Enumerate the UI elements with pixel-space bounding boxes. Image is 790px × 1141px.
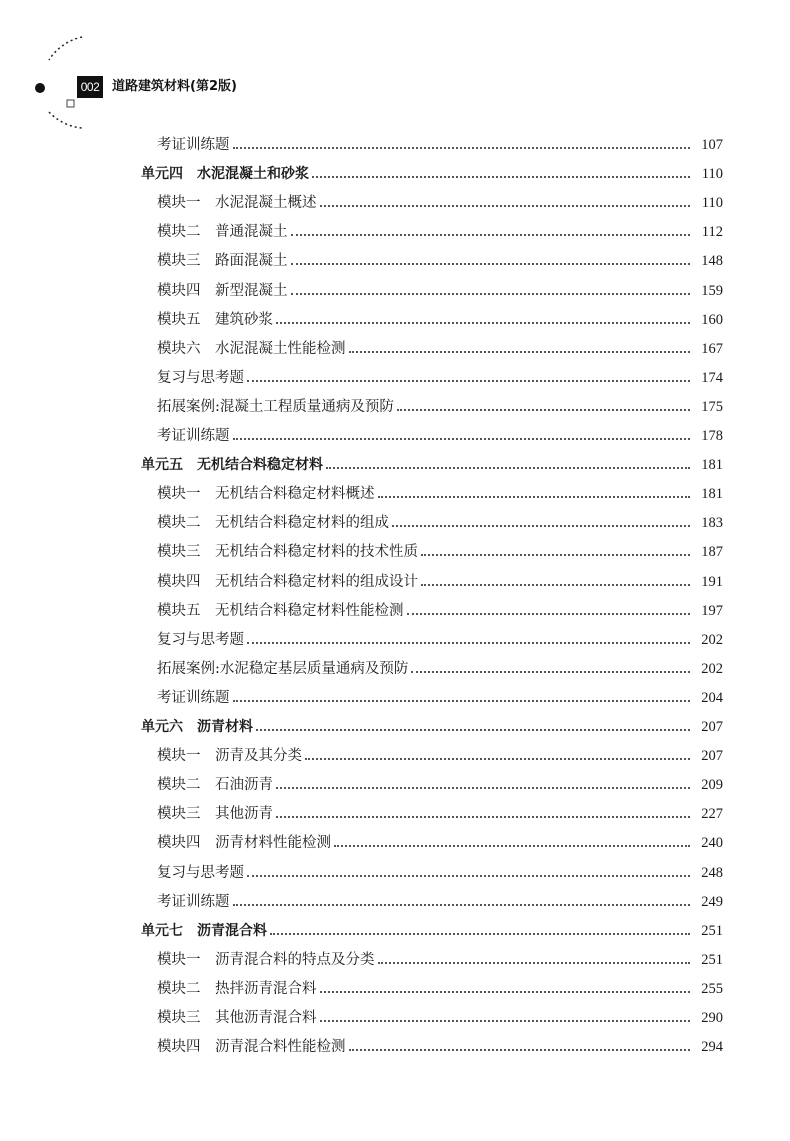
toc-page-number: 178	[701, 428, 723, 444]
dot-leader	[421, 568, 690, 597]
dot-leader	[270, 917, 690, 946]
dot-leader	[320, 1004, 691, 1033]
dot-leader	[291, 277, 691, 306]
toc-entry-row[interactable]	[157, 975, 723, 1004]
toc-unit-row[interactable]	[141, 451, 723, 480]
toc-entry-label: 单元五 无机结合料稳定材料	[141, 457, 323, 474]
dot-leader	[349, 1033, 691, 1062]
toc-entry-row[interactable]	[157, 335, 723, 364]
toc-entry-label: 模块四 沥青材料性能检测	[157, 835, 331, 852]
toc-page-number: 167	[701, 340, 723, 357]
dot-leader	[378, 480, 691, 509]
dot-leader	[407, 597, 691, 626]
toc-entry-row[interactable]	[157, 422, 723, 451]
toc-entry-row[interactable]	[157, 597, 723, 626]
dot-leader	[334, 829, 690, 858]
toc-page-number: 175	[701, 398, 723, 415]
toc-page-number: 110	[701, 195, 723, 212]
dot-leader	[247, 626, 690, 655]
dot-leader	[233, 422, 691, 451]
toc-entry-label: 单元四 水泥混凝土和砂浆	[141, 166, 309, 183]
dot-leader	[276, 800, 690, 829]
arc-upper	[49, 37, 82, 60]
toc-page-number: 227	[701, 806, 723, 823]
toc-page-number: 240	[701, 835, 723, 852]
toc-entry-label: 复习与思考题	[157, 864, 244, 881]
toc-entry-row[interactable]	[157, 277, 723, 306]
toc-entry-row[interactable]	[157, 189, 723, 218]
toc-page-number: 110	[701, 166, 723, 183]
toc-page-number: 197	[701, 602, 723, 619]
toc-entry-label: 模块四 无机结合料稳定材料的组成设计	[157, 573, 418, 590]
toc-entry-label: 拓展案例:混凝土工程质量通病及预防	[157, 398, 394, 415]
toc-entry-label: 模块二 石油沥青	[157, 777, 273, 794]
toc-entry-row[interactable]	[157, 480, 723, 509]
dot-leader	[305, 742, 690, 771]
toc-page-number: 248	[701, 864, 723, 881]
toc-entry-label: 复习与思考题	[157, 369, 244, 386]
toc-page-number: 202	[701, 631, 723, 648]
toc-entry-row[interactable]	[157, 800, 723, 829]
toc-page-number: 191	[701, 573, 723, 590]
toc-unit-row[interactable]	[141, 160, 723, 189]
toc-page-number: 202	[701, 660, 723, 677]
dot-leader	[378, 946, 691, 975]
header-ornament	[0, 0, 140, 130]
toc-entry-label: 模块二 普通混凝土	[157, 224, 288, 241]
toc-entry-label: 模块五 建筑砂浆	[157, 311, 273, 328]
dot-leader	[247, 859, 690, 888]
toc-entry-label: 模块三 无机结合料稳定材料的技术性质	[157, 544, 418, 561]
toc-page-number: 148	[701, 253, 723, 270]
toc-entry-row[interactable]	[157, 888, 723, 917]
toc-entry-label: 模块四 沥青混合料性能检测	[157, 1039, 346, 1056]
dot-leader	[291, 247, 691, 276]
toc-entry-label: 模块六 水泥混凝土性能检测	[157, 340, 346, 357]
toc-entry-label: 模块二 热拌沥青混合料	[157, 980, 317, 997]
toc-unit-row[interactable]	[141, 917, 723, 946]
dot-leader	[256, 713, 690, 742]
toc-page-number: 294	[701, 1039, 723, 1056]
toc-entry-row[interactable]	[157, 568, 723, 597]
toc-page-number: 251	[701, 951, 723, 968]
toc-page-number: 107	[701, 137, 723, 153]
toc-entry-row[interactable]	[157, 859, 723, 888]
arc-lower	[49, 112, 82, 128]
toc-entry-row[interactable]	[157, 829, 723, 858]
toc-page-number: 174	[701, 369, 723, 386]
toc-entry-row[interactable]	[157, 1033, 723, 1062]
toc-page-number: 181	[701, 486, 723, 503]
page-header	[0, 0, 790, 130]
toc-page-number: 290	[701, 1010, 723, 1026]
toc-entry-row[interactable]	[157, 655, 723, 684]
toc-entry-row[interactable]	[157, 626, 723, 655]
toc-entry-label: 模块四 新型混凝土	[157, 282, 288, 299]
small-square	[67, 100, 74, 107]
toc-entry-label: 模块三 其他沥青混合料	[157, 1010, 317, 1026]
toc-page-number: 204	[701, 689, 723, 706]
toc-entry-label: 模块一 无机结合料稳定材料概述	[157, 486, 375, 503]
dot-leader	[320, 975, 691, 1004]
book-title: 道路建筑材料(第2版)	[112, 79, 237, 94]
toc-entry-label: 单元六 沥青材料	[141, 719, 253, 735]
dot-leader	[247, 364, 690, 393]
toc-page-number: 181	[701, 457, 723, 474]
toc-page-number: 159	[701, 282, 723, 299]
toc-page-number: 160	[701, 311, 723, 328]
toc-entry-label: 模块一 沥青混合料的特点及分类	[157, 951, 375, 968]
toc-entry-row[interactable]	[157, 538, 723, 567]
toc-entry-label: 考证训练题	[157, 428, 230, 444]
dot-leader	[397, 393, 690, 422]
dot-leader	[233, 888, 691, 917]
toc-entry-row[interactable]	[157, 393, 723, 422]
toc-page-number: 209	[701, 777, 723, 794]
dot-leader	[326, 451, 690, 480]
bullet-dot	[35, 83, 45, 93]
toc-entry-label: 模块一 沥青及其分类	[157, 748, 302, 765]
toc-page-number: 207	[701, 719, 723, 735]
toc-entry-row[interactable]	[157, 218, 723, 247]
dot-leader	[421, 538, 690, 567]
toc-entry-row[interactable]	[157, 742, 723, 771]
toc-page-number: 255	[701, 980, 723, 997]
toc-entry-label: 模块二 无机结合料稳定材料的组成	[157, 515, 389, 532]
toc-page-number: 251	[701, 922, 723, 939]
toc-entry-row[interactable]	[157, 364, 723, 393]
dot-leader	[276, 771, 690, 800]
toc-entry-row[interactable]	[157, 131, 723, 160]
dot-leader	[392, 509, 690, 538]
toc-entry-label: 复习与思考题	[157, 631, 244, 648]
toc-entry-row[interactable]	[157, 306, 723, 335]
toc-entry-label: 拓展案例:水泥稳定基层质量通病及预防	[157, 660, 409, 677]
toc-entry-label: 考证训练题	[157, 689, 230, 706]
toc-entry-label: 模块三 其他沥青	[157, 806, 273, 823]
dot-leader	[349, 335, 691, 364]
toc-entry-row[interactable]	[157, 247, 723, 276]
toc-entry-label: 考证训练题	[157, 137, 230, 153]
toc-page-number: 207	[701, 748, 723, 765]
toc-entry-label: 模块五 无机结合料稳定材料性能检测	[157, 602, 404, 619]
dot-leader	[276, 306, 690, 335]
toc-entry-label: 模块一 水泥混凝土概述	[157, 195, 317, 212]
toc-entry-label: 单元七 沥青混合料	[141, 922, 267, 939]
toc-unit-row[interactable]	[141, 713, 723, 742]
toc-page-number: 183	[701, 515, 723, 532]
toc-entry-row[interactable]	[157, 509, 723, 538]
toc-page-number: 249	[701, 893, 723, 910]
toc-entry-row[interactable]	[157, 946, 723, 975]
dot-leader	[411, 655, 690, 684]
page-number: 002	[77, 76, 103, 98]
dot-leader	[233, 131, 691, 160]
toc-page-number: 187	[701, 544, 723, 561]
toc-entry-row[interactable]	[157, 771, 723, 800]
toc-entry-label: 模块三 路面混凝土	[157, 253, 288, 270]
dot-leader	[320, 189, 691, 218]
toc-entry-label: 考证训练题	[157, 893, 230, 910]
toc-page-number: 112	[701, 224, 723, 241]
dot-leader	[291, 218, 691, 247]
dot-leader	[233, 684, 691, 713]
toc-entry-row[interactable]	[157, 684, 723, 713]
dot-leader	[312, 160, 690, 189]
toc-entry-row[interactable]	[157, 1004, 723, 1033]
